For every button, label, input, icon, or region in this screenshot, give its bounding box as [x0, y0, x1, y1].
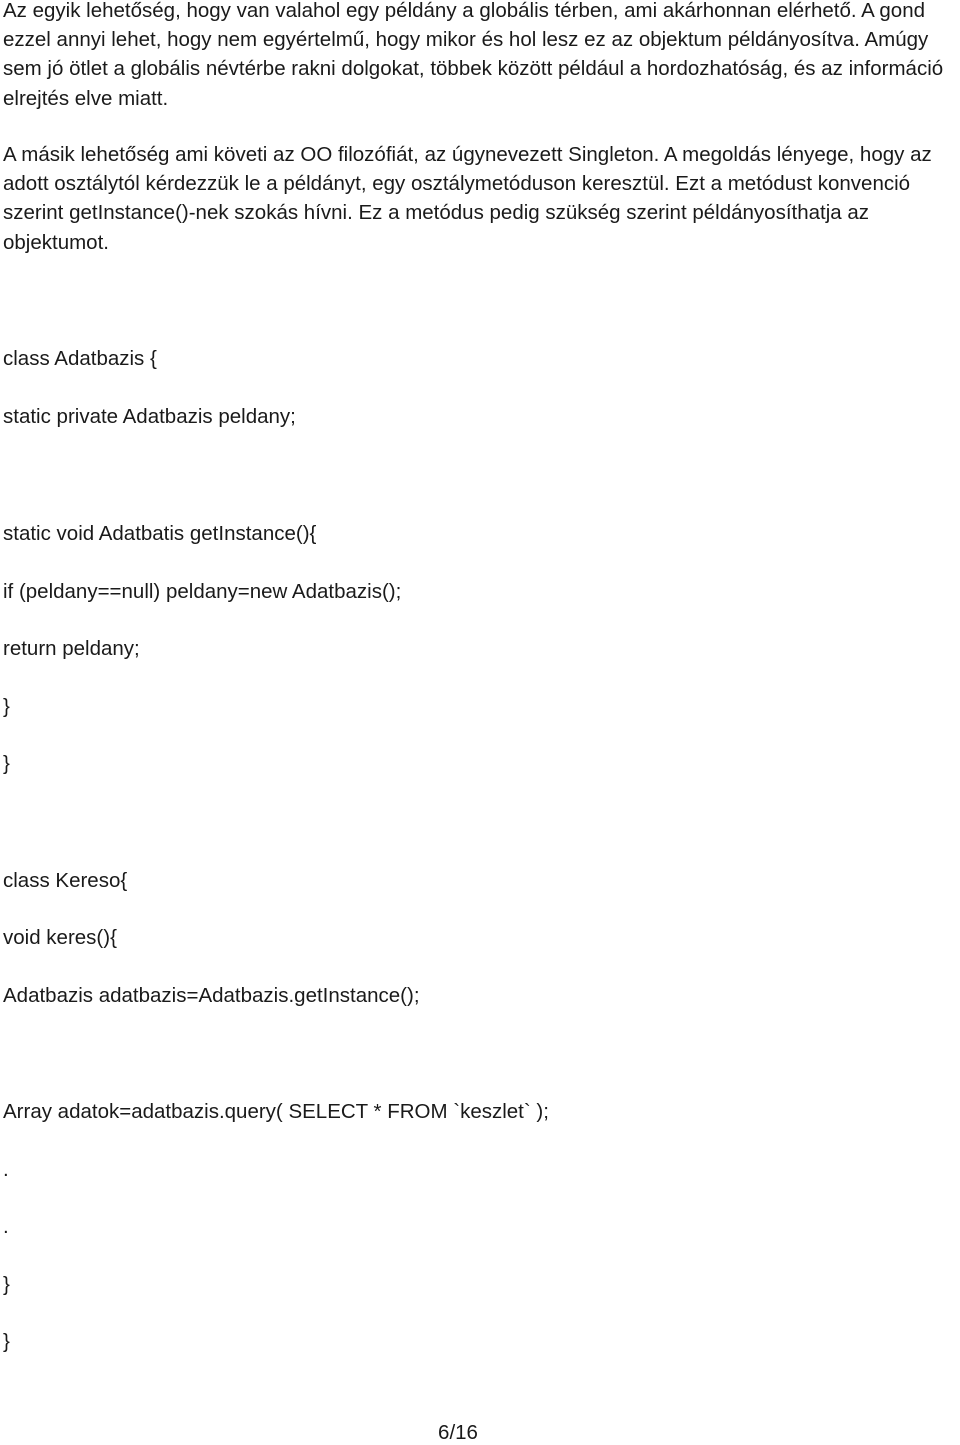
code-line: .: [3, 1158, 9, 1181]
code-line: Array adatok=adatbazis.query( SELECT * FROM `keszlet` );: [3, 1100, 549, 1123]
code-line: .: [3, 1215, 9, 1238]
code-line: class Kereso{: [3, 869, 128, 892]
code-line: }: [3, 695, 10, 718]
page-number: 6/16: [438, 1421, 478, 1444]
paragraph-singleton: A másik lehetőség ami követi az OO filozófiát, az úgynevezett Singleton. A megoldás lényege, hogy az adott osztálytól kérdezzük le a példányt, egy osztálymetóduson keresztül. Ezt a metódust konvenció szerint getInstance()-nek szokás hívni. Ez a metódus pedig szükség szerint példányosíthatja az objektumot.: [3, 143, 932, 254]
code-line: }: [3, 1273, 10, 1296]
code-line: }: [3, 1330, 10, 1353]
code-line: if (peldany==null) peldany=new Adatbazis();: [3, 580, 402, 603]
code-line: return peldany;: [3, 637, 140, 660]
paragraph-global-instance: Az egyik lehetőség, hogy van valahol egy példány a globális térben, ami akárhonnan elérhető. A gond ezzel annyi lehet, hogy nem egyértelmű, hogy mikor és hol lesz ez az objektum példányosítva. Amúgy sem jó ötlet a globális névtérbe rakni dolgokat, többek között például a hordozhatóság, és az információ elrejtés elve miatt.: [3, 0, 944, 110]
code-line: Adatbazis adatbazis=Adatbazis.getInstance();: [3, 984, 420, 1007]
code-line: }: [3, 752, 10, 775]
code-line: class Adatbazis {: [3, 347, 157, 370]
code-line: static void Adatbatis getInstance(){: [3, 522, 317, 545]
code-line: void keres(){: [3, 926, 117, 949]
code-line: static private Adatbazis peldany;: [3, 405, 296, 428]
